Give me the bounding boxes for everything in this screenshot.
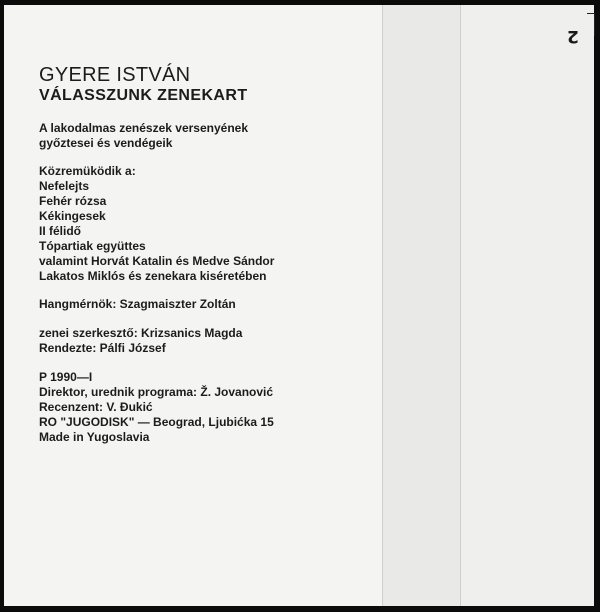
- artist-name: GYERE ISTVÁN: [39, 64, 191, 86]
- flap-panel: [460, 5, 594, 606]
- subtitle-line: A lakodalmas zenészek versenyének: [39, 121, 249, 135]
- side-number: 2: [567, 26, 579, 46]
- fold-line: [460, 5, 461, 606]
- label-credit: Direktor, urednik programa: Ž. Jovanović: [39, 385, 274, 399]
- subtitle-line: győztesei és vendégeik: [39, 136, 173, 150]
- performer-item: Tópartiak együttes: [39, 239, 146, 253]
- performer-item: II félidő: [39, 224, 81, 238]
- director-credit: Rendezte: Pálfi József: [39, 341, 166, 355]
- sound-engineer-credit: Hangmérnök: Szagmaiszter Zoltán: [39, 297, 236, 311]
- spine-panel: [382, 5, 460, 606]
- album-title: VÁLASSZUNK ZENEKART: [39, 87, 248, 104]
- performer-item: Lakatos Miklós és zenekara kiséretében: [39, 269, 267, 283]
- performer-item: valamint Horvát Katalin és Medve Sándor: [39, 254, 275, 268]
- performer-item: Fehér rózsa: [39, 194, 107, 208]
- crop-mark: [587, 13, 595, 36]
- music-editor-credit: zenei szerkesztő: Krizsanics Magda: [39, 326, 243, 340]
- inlay-card: [4, 5, 594, 606]
- credits-text-block: [39, 65, 274, 445]
- label-credit: RO "JUGODISK" — Beograd, Ljubićka 15: [39, 415, 274, 429]
- performer-item: Nefelejts: [39, 179, 90, 193]
- label-credit: Made in Yugoslavia: [39, 430, 150, 444]
- catalog-number: P 1990—I: [39, 370, 93, 384]
- performers-heading: Közremüködik a:: [39, 164, 136, 178]
- fold-line: [382, 5, 383, 606]
- performer-item: Kékingesek: [39, 209, 106, 223]
- label-credit: Recenzent: V. Đukić: [39, 400, 153, 414]
